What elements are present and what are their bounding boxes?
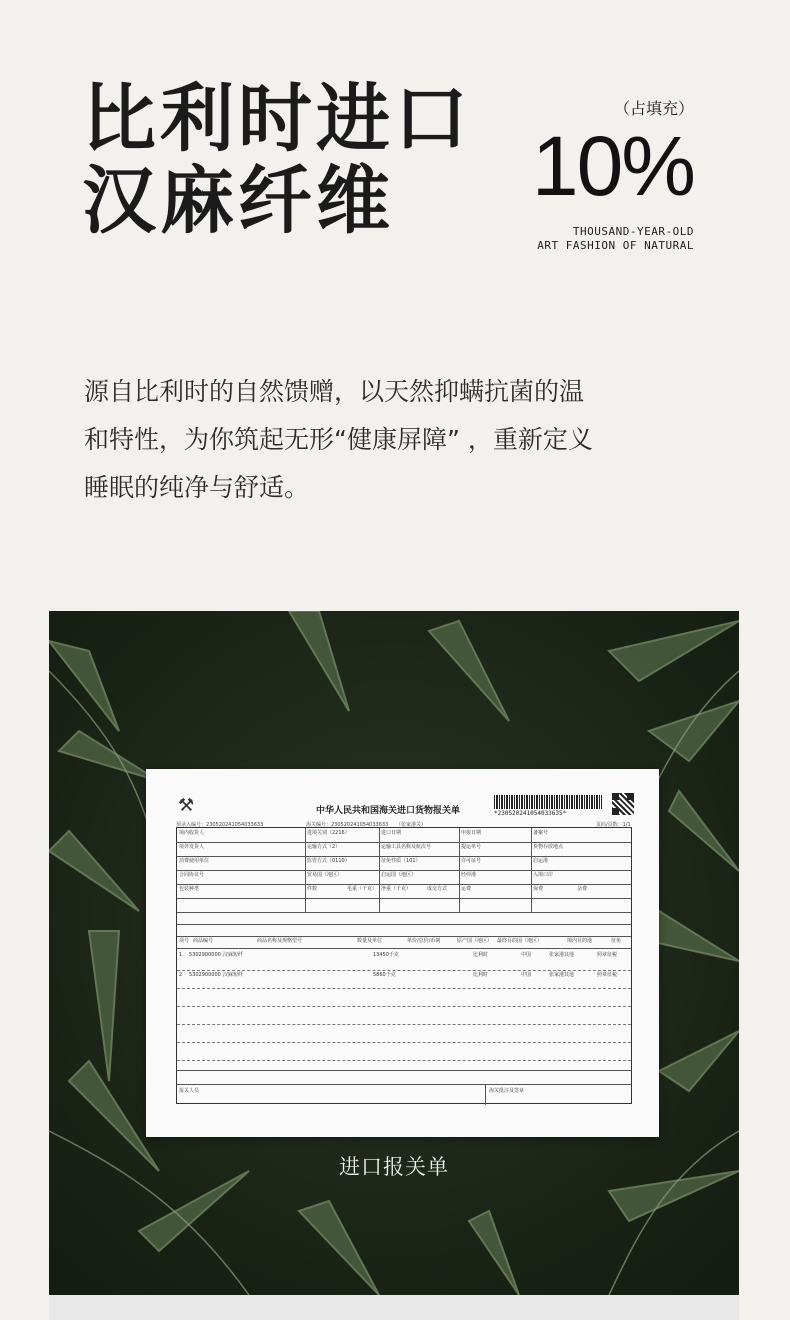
customs-emblem-icon: ⚒: [178, 795, 195, 816]
row-5-col-1: 包装种类: [179, 886, 200, 892]
row-2-col-2: 运输方式（2）: [307, 844, 341, 850]
goods-2-name: 汉麻短纤: [223, 972, 244, 978]
row-5-col-2: 件数: [307, 886, 318, 892]
row-5-col-6: 运费: [461, 886, 472, 892]
goods-header-5: 单价/总价/币制: [407, 938, 441, 944]
intro-line-2: 和特性，为你筑起无形“健康屏障” ，重新定义: [84, 425, 593, 454]
goods-header-2: 商品编号: [193, 938, 214, 944]
intro-line-1: 源自比利时的自然馈赠，以天然抑螨抗菌的温: [84, 377, 585, 406]
port-note: （张家港关）: [396, 822, 427, 828]
tagline-line-2: ART FASHION OF NATURAL: [537, 239, 694, 252]
page-info: 页码/页数：1/1: [596, 822, 631, 828]
tagline-line-1: THOUSAND-YEAR-OLD: [572, 225, 694, 238]
goods-2-tax: 照章征税: [597, 972, 618, 978]
customs-declaration-document: [146, 769, 659, 1137]
next-section-strip: [49, 1295, 739, 1320]
footer-left: 报关人员: [179, 1088, 200, 1094]
goods-1-name: 汉麻短纤: [223, 952, 244, 958]
row-5-col-3: 毛重（千克）: [347, 886, 378, 892]
barcode-number: *230520241054033635*: [494, 810, 567, 817]
title-line-1: 比利时进口: [82, 76, 472, 162]
goods-2-origin: 比利时: [473, 972, 489, 978]
stat-value: 10%: [531, 119, 694, 213]
goods-1-qty: 13450千克: [373, 952, 399, 958]
row-5-col-5: 成交方式: [427, 886, 448, 892]
goods-2-dest: 中国: [521, 972, 532, 978]
goods-2-no: 2: [179, 972, 183, 978]
row-1-col-4: 申报日期: [461, 830, 482, 836]
row-5-col-7: 保费: [533, 886, 544, 892]
goods-1-code: 5302900000: [189, 952, 221, 958]
row-2-col-5: 货物存放地点: [533, 844, 564, 850]
goods-header-6: 原产国（地区）: [457, 938, 493, 944]
declaration-table: [176, 827, 632, 1104]
row-1-col-3: 进口日期: [381, 830, 402, 836]
hemp-leaf-photo: [49, 611, 739, 1295]
goods-1-no: 1: [179, 952, 183, 958]
goods-2-domestic: 张家港其他: [549, 972, 575, 978]
goods-header-3: 商品名称及规格型号: [257, 938, 303, 944]
goods-header-8: 境内目的地: [567, 938, 593, 944]
row-2-col-3: 运输工具名称及航次号: [381, 844, 432, 850]
goods-header-9: 征免: [611, 938, 622, 944]
row-2-col-4: 提运单号: [461, 844, 482, 850]
goods-1-origin: 比利时: [473, 952, 489, 958]
goods-2-qty: 5860千克: [373, 972, 396, 978]
row-5-col-4: 净重（千克）: [381, 886, 412, 892]
row-3-col-3: 征免性质（101）: [381, 858, 421, 864]
customs-no-label: 预录入编号：230520241054033633: [176, 822, 264, 828]
qr-code-icon: [612, 793, 634, 815]
row-4-col-4: 经停港: [461, 872, 477, 878]
tagline: [532, 225, 694, 253]
page-title: [82, 78, 472, 242]
footer-right: 海关批注及签章: [489, 1088, 525, 1094]
row-4-col-3: 启运国（地区）: [381, 872, 417, 878]
row-4-col-1: 合同协议号: [179, 872, 205, 878]
title-line-2: 汉麻纤维: [82, 158, 394, 244]
row-1-col-1: 境内收货人: [179, 830, 205, 836]
barcode: [494, 795, 602, 809]
stat-note: （占填充）: [613, 99, 694, 118]
goods-header-4: 数量及单位: [357, 938, 383, 944]
row-3-col-5: 启运港: [533, 858, 549, 864]
row-3-col-1: 消费使用单位: [179, 858, 210, 864]
fill-ratio-stat: [532, 96, 694, 253]
photo-caption: 进口报关单: [339, 1155, 449, 1179]
row-2-col-1: 境外发货人: [179, 844, 205, 850]
row-4-col-2: 贸易国（地区）: [307, 872, 343, 878]
document-title: 中华人民共和国海关进口货物报关单: [316, 806, 461, 816]
row-1-col-5: 备案号: [533, 830, 549, 836]
row-1-col-2: 进境关别（2216）: [307, 830, 350, 836]
customs-no-2: 海关编号：230520241054033633: [306, 822, 389, 828]
goods-1-domestic: 张家港其他: [549, 952, 575, 958]
goods-1-dest: 中国: [521, 952, 532, 958]
intro-line-3: 睡眠的纯净与舒适。: [84, 473, 310, 502]
intro-paragraph: [84, 368, 684, 512]
row-5-col-8: 杂费: [577, 886, 588, 892]
row-3-col-2: 监管方式（0110）: [307, 858, 350, 864]
row-3-col-4: 许可证号: [461, 858, 482, 864]
goods-2-code: 5302900000: [189, 972, 221, 978]
goods-header-1: 项号: [179, 938, 190, 944]
goods-1-tax: 照章征税: [597, 952, 618, 958]
row-4-col-5: 入境口岸: [533, 872, 554, 878]
goods-header-7: 最终目的国（地区）: [497, 938, 543, 944]
